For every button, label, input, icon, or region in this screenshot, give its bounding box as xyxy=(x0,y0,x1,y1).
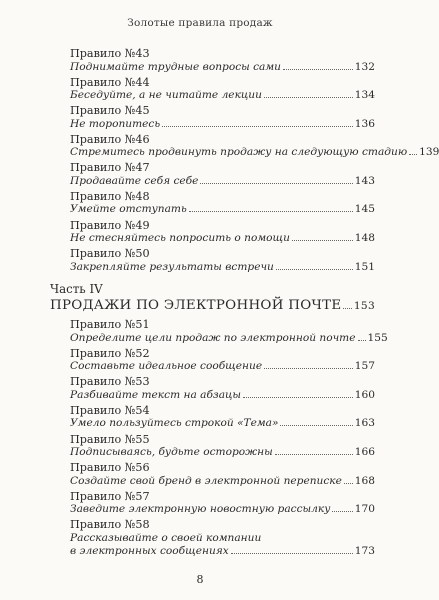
dot-leader xyxy=(276,269,353,270)
dot-leader xyxy=(264,368,353,369)
toc-entry xyxy=(50,161,375,188)
page-ref: 151 xyxy=(354,260,375,273)
page-ref: 132 xyxy=(354,60,375,73)
toc-row xyxy=(50,446,375,460)
page-ref: 168 xyxy=(354,474,375,487)
dot-leader xyxy=(343,308,351,309)
toc-row xyxy=(50,175,375,189)
toc-entry xyxy=(50,375,375,402)
toc-entry xyxy=(50,433,375,460)
rule-label: Правило №48 xyxy=(70,189,150,203)
rule-label: Правило №44 xyxy=(70,75,150,89)
rule-label: Правило №45 xyxy=(70,104,150,118)
toc-entry xyxy=(50,404,375,431)
rule-label: Правило №55 xyxy=(70,432,150,446)
rule-label: Правило №49 xyxy=(70,218,150,232)
toc-row xyxy=(50,261,375,275)
toc-row xyxy=(50,360,375,374)
page-ref: 173 xyxy=(354,545,375,558)
rule-label: Правило №43 xyxy=(70,47,150,60)
toc-row xyxy=(50,89,375,103)
rule-title: Заведите электронную новостную рассылку xyxy=(70,503,331,516)
toc-row xyxy=(50,146,439,160)
rule-title: Составьте идеальное сообщение xyxy=(70,360,263,373)
page-ref: 166 xyxy=(354,446,375,459)
rule-label: Правило №46 xyxy=(70,132,150,146)
toc-entry xyxy=(50,219,375,246)
dot-leader xyxy=(332,511,352,512)
toc-row xyxy=(50,232,375,246)
toc-entry xyxy=(50,490,375,517)
toc-row xyxy=(50,545,375,559)
dot-leader xyxy=(292,240,353,241)
rule-label: Правило №47 xyxy=(70,161,150,175)
dot-leader xyxy=(358,340,366,341)
page-number: 8 xyxy=(196,573,204,586)
toc-entry xyxy=(50,318,388,345)
rule-title: Поднимайте трудные вопросы сами xyxy=(70,60,281,73)
rule-label: Правило №50 xyxy=(70,247,150,261)
page-ref: 163 xyxy=(354,417,375,430)
rule-title: Продавайте себя себе xyxy=(70,174,199,187)
rule-title: Создайте свой бренд в электронной переписке xyxy=(70,474,342,487)
dot-leader xyxy=(264,97,353,98)
toc-row xyxy=(50,475,375,489)
rule-label: Правило №52 xyxy=(70,346,150,360)
rule-label: Правило №53 xyxy=(70,375,150,389)
rule-title: Не торопитесь xyxy=(70,117,161,130)
toc-entry xyxy=(50,104,375,131)
page-ref: 139 xyxy=(419,146,439,159)
toc-row xyxy=(50,331,388,346)
page-ref: 143 xyxy=(354,174,375,187)
table-of-contents xyxy=(50,47,439,560)
toc-entry xyxy=(50,132,439,160)
rule-title-line-2: в электронных сообщениях xyxy=(70,545,229,558)
page-ref: 153 xyxy=(353,300,375,313)
dot-leader xyxy=(283,69,353,70)
toc-entry xyxy=(50,247,375,274)
toc-row xyxy=(50,417,375,431)
rule-title: Закрепляйте результаты встречи xyxy=(70,260,274,273)
toc-list-part-3 xyxy=(50,47,439,274)
toc-row xyxy=(50,503,375,517)
page-ref: 170 xyxy=(354,503,375,516)
running-header: Золотые правила продаж xyxy=(127,17,273,29)
toc-entry xyxy=(50,461,375,488)
toc-entry xyxy=(50,518,375,559)
rule-title: Подписываясь, будьте осторожны xyxy=(70,446,273,459)
page-ref: 160 xyxy=(354,388,375,401)
part-title: ПРОДАЖИ ПО ЭЛЕКТРОННОЙ ПОЧТЕ xyxy=(50,298,342,314)
part-title-row xyxy=(50,297,375,315)
toc-row xyxy=(50,118,375,132)
page-ref: 155 xyxy=(367,331,388,344)
dot-leader xyxy=(409,154,417,155)
page-ref: 148 xyxy=(354,232,375,245)
page-ref: 145 xyxy=(354,203,375,216)
dot-leader xyxy=(344,483,353,484)
toc-entry xyxy=(50,190,375,217)
rule-title: Стремитесь продвинуть продажу на следующую стадию xyxy=(70,146,408,159)
dot-leader xyxy=(275,454,353,455)
toc-entry xyxy=(50,76,375,103)
rule-label: Правило №56 xyxy=(70,461,150,475)
rule-label: Правило №58 xyxy=(70,518,150,532)
toc-row xyxy=(50,203,375,217)
rule-title-line-1: Рассказывайте о своей компании xyxy=(70,531,262,544)
rule-label: Правило №57 xyxy=(70,489,150,503)
rule-title: Беседуйте, а не читайте лекции xyxy=(70,89,262,102)
dot-leader xyxy=(162,126,353,127)
dot-leader xyxy=(231,553,353,554)
dot-leader xyxy=(189,211,353,212)
toc-row xyxy=(50,389,375,403)
rule-title: Умело пользуйтесь строкой «Тема» xyxy=(70,417,279,430)
dot-leader xyxy=(243,397,353,398)
toc-entry xyxy=(50,47,375,74)
toc-row xyxy=(50,61,375,75)
page-ref: 136 xyxy=(354,117,375,130)
toc-entry xyxy=(50,347,375,374)
dot-leader xyxy=(200,183,352,184)
part-heading: Часть IV xyxy=(50,282,103,297)
page-ref: 134 xyxy=(354,89,375,102)
rule-title: Разбивайте текст на абзацы xyxy=(70,388,242,401)
rule-label: Правило №54 xyxy=(70,403,150,417)
page-ref: 157 xyxy=(354,360,375,373)
toc-list-part-4 xyxy=(50,318,388,517)
rule-title: Определите цели продаж по электронной почте xyxy=(70,331,356,344)
dot-leader xyxy=(280,425,352,426)
rule-title: Умейте отступать xyxy=(70,203,187,216)
rule-label: Правило №51 xyxy=(70,318,150,332)
rule-title: Не стесняйтесь попросить о помощи xyxy=(70,232,290,245)
